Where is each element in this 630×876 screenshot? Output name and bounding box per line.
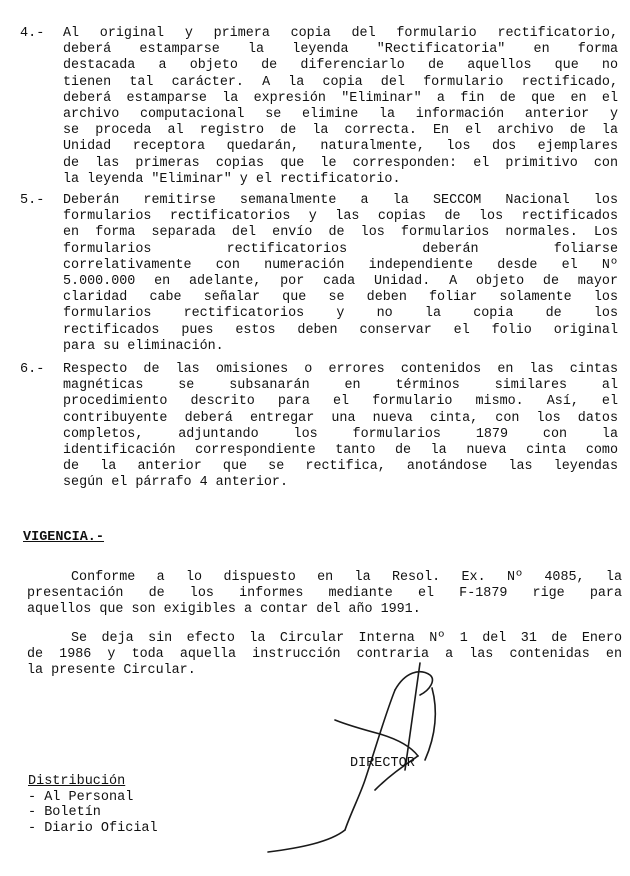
text-line: contribuyente deberá entregar una nueva cinta, con los datos bbox=[63, 410, 618, 426]
text-line: en forma separada del envío de los formularios normales. Los bbox=[63, 225, 618, 241]
text-line: de 1986 y toda aquella instrucción contraria a las contenidas en bbox=[27, 647, 622, 663]
text-line: Respecto de las omisiones o errores contenidos en las cintas bbox=[63, 362, 618, 377]
text-line: formularios rectificatorios deberán foliarse bbox=[63, 241, 618, 257]
text-line: procedimiento descrito para el formulario mismo. Así, el bbox=[63, 394, 618, 410]
text-line: se proceda al registro de la correcta. En el archivo de la bbox=[63, 123, 618, 139]
item-number: 4.- bbox=[20, 26, 45, 41]
text-line: formularios rectificatorios y las copias de los rectificados bbox=[63, 209, 618, 225]
text-line: 5.000.000 en adelante, por cada Unidad. A objeto de mayor bbox=[63, 273, 618, 289]
text-line: destacada a objeto de diferenciarlo de aquellos que no bbox=[63, 58, 618, 74]
text-line: Al original y primera copia del formulario rectificatorio, bbox=[63, 26, 618, 41]
text-line: deberá estamparse la expresión "Eliminar" a fin de que en el bbox=[63, 90, 618, 106]
text-line: magnéticas se subsanarán en términos similares al bbox=[63, 378, 618, 394]
text-line: para su eliminación. bbox=[63, 338, 224, 354]
text-line: tienen tal carácter. A la copia del formulario rectificado, bbox=[63, 74, 618, 90]
distribution-title: Distribución bbox=[28, 774, 126, 789]
text-line: Unidad receptora quedarán, naturalmente, los dos ejemplares bbox=[63, 139, 618, 155]
text-line: presentación de los informes mediante el F-1879 rige para bbox=[27, 586, 622, 602]
text-line: rectificados pues estos deben conservar el folio original bbox=[63, 322, 618, 338]
text-line: claridad cabe señalar que se deben foliar solamente los bbox=[63, 290, 618, 306]
text-line: Se deja sin efecto la Circular Interna Nº 1 del 31 de Enero bbox=[71, 631, 622, 646]
text-line: la leyenda "Eliminar" y el rectificatorio. bbox=[63, 171, 401, 187]
item-number: 6.- bbox=[20, 362, 45, 377]
text-line: aquellos que son exigibles a contar del año 1991. bbox=[27, 602, 421, 618]
text-line: la presente Circular. bbox=[27, 663, 196, 679]
text-line: deberá estamparse la leyenda "Rectificatoria" en forma bbox=[63, 42, 618, 58]
list-item: - Al Personal bbox=[28, 789, 134, 805]
distribution-list bbox=[28, 774, 158, 836]
text-line: de las primeras copias que le corresponden: el primitivo con bbox=[63, 155, 618, 171]
signer-title: DIRECTOR bbox=[350, 756, 415, 771]
text-line: archivo computacional se elimine la información anterior y bbox=[63, 106, 618, 122]
list-item: - Diario Oficial bbox=[28, 820, 158, 836]
text-line: Conforme a lo dispuesto en la Resol. Ex. Nº 4085, la bbox=[71, 570, 622, 585]
text-line: formularios rectificatorios y no la copia de los bbox=[63, 306, 618, 322]
text-line: de la anterior que se rectifica, anotándose las leyendas bbox=[63, 459, 618, 475]
section-heading: VIGENCIA.- bbox=[23, 530, 105, 545]
text-line: Deberán remitirse semanalmente a la SECCOM Nacional los bbox=[63, 193, 618, 208]
text-line: completos, adjuntando los formularios 1879 con la bbox=[63, 426, 618, 442]
text-line: identificación correspondiente tanto de la nueva cinta como bbox=[63, 442, 618, 458]
item-number: 5.- bbox=[20, 193, 45, 208]
list-item: - Boletín bbox=[28, 805, 101, 820]
text-line: correlativamente con numeración independiente desde el Nº bbox=[63, 257, 618, 273]
text-line: según el párrafo 4 anterior. bbox=[63, 475, 288, 491]
